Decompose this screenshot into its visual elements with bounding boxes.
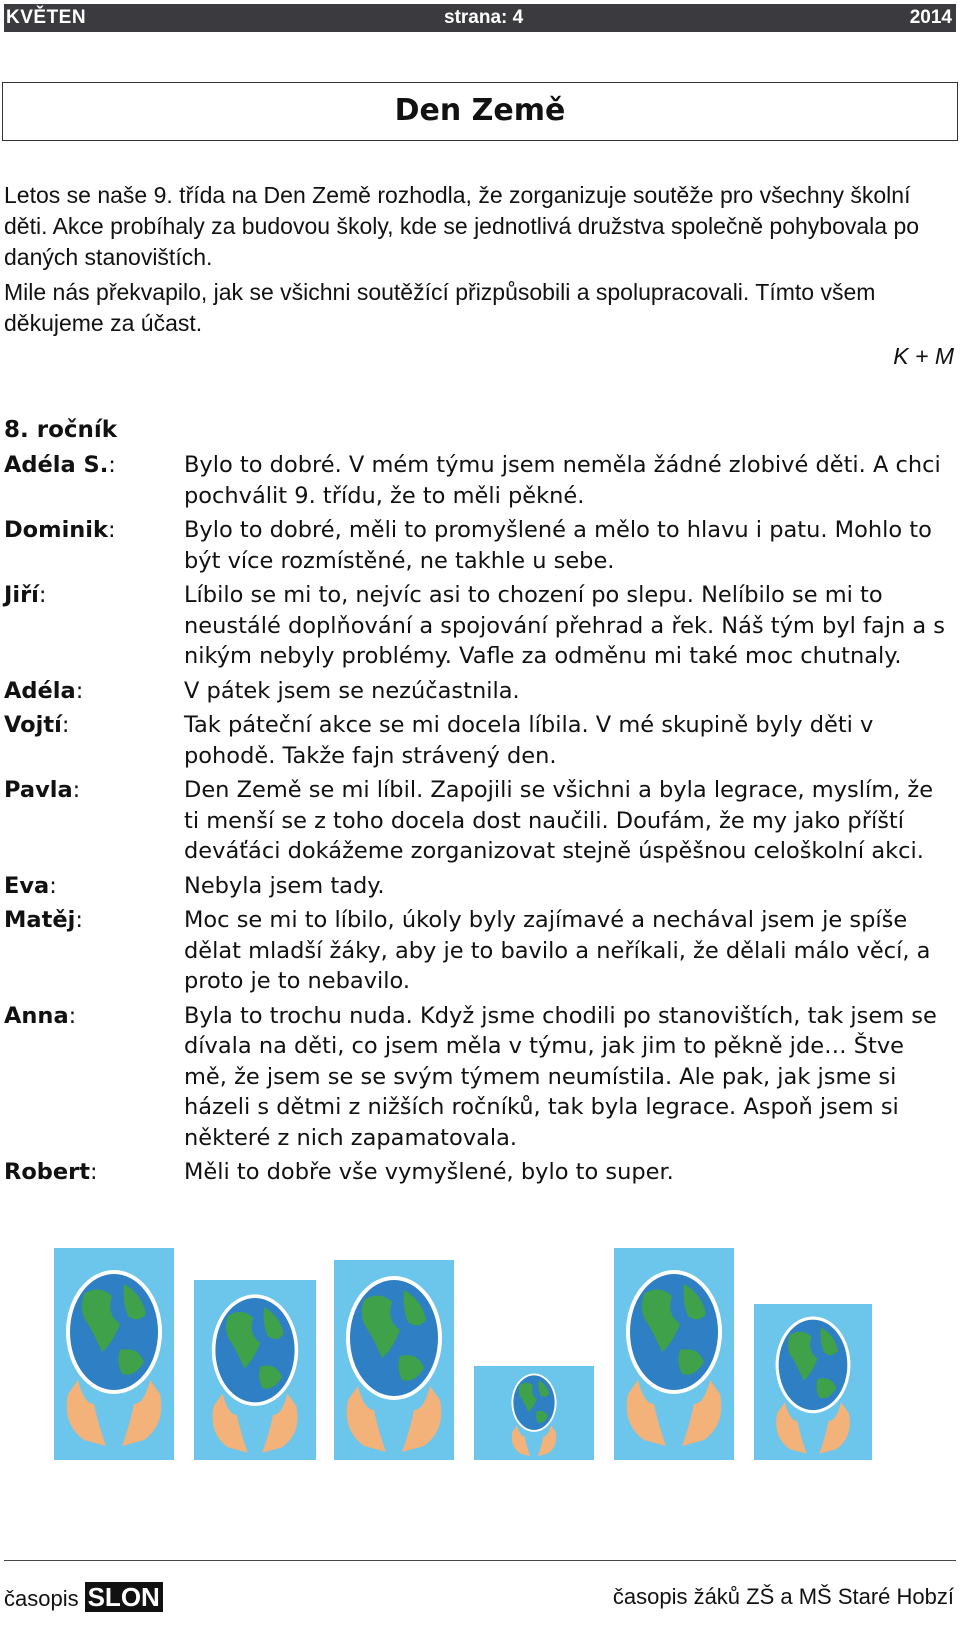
- signature: K + M: [893, 343, 954, 369]
- commenter-name: Anna: [4, 1002, 69, 1029]
- earth-in-hands-image: [614, 1248, 734, 1460]
- earth-in-hands-image: [474, 1366, 594, 1460]
- magazine-logo: SLON: [85, 1582, 163, 1612]
- header-page: strana: 4: [444, 7, 524, 28]
- comment-text: Líbilo se mi to, nejvíc asi to chození po slepu. Nelíbilo se mi to neustálé doplňování a spojování přehrad a řek. Náš tým byl fajn a s nikým nebyly problémy. Vafle za odměnu mi také moc chutnaly.: [184, 582, 946, 669]
- comment-row: Matěj: Moc se mi to líbilo, úkoly byly zajímavé a nechával jsem je spíše dělat mladší žáky, aby je to bavilo a neříkali, že dělali málo věcí, a proto je to nebavilo.: [4, 905, 954, 997]
- comment-row: Anna: Byla to trochu nuda. Když jsme chodili po stanovištích, tak jsem se dívala na děti, co jsem měla v týmu, jak jim to pěkně jde… Štve mě, že jsem se se svým týmem neumístila. Ale pak, jak jsme si házeli s dětmi z nižších ročníků, tak byla legrace. Aspoň jsem si některé z nich zapamatovala.: [4, 1001, 954, 1154]
- intro-text: [4, 180, 954, 339]
- header-month: KVĚTEN: [6, 7, 87, 28]
- comment-text: Bylo to dobré. V mém týmu jsem neměla žádné zlobivé děti. A chci pochválit 9. třídu, že to měli pěkné.: [184, 452, 941, 509]
- article-title: Den Země: [2, 82, 958, 141]
- footer-left: [4, 1582, 163, 1613]
- footer-right: časopis žáků ZŠ a MŠ Staré Hobzí: [612, 1584, 954, 1609]
- comment-row: Adéla: V pátek jsem se nezúčastnila.: [4, 676, 954, 707]
- earth-in-hands-image: [334, 1260, 454, 1460]
- grade-heading: 8. ročník: [4, 417, 118, 443]
- comment-text: Nebyla jsem tady.: [184, 872, 385, 899]
- intro-paragraph: Letos se naše 9. třída na Den Země rozhodla, že zorganizuje soutěže pro všechny školní děti. Akce probíhaly za budovou školy, kde se jednotlivá družstva společně pohybovala po daných stanovištích.: [4, 182, 920, 270]
- earth-in-hands-image: [54, 1248, 174, 1460]
- commenter-name: Adéla S.: [4, 452, 109, 478]
- earth-in-hands-icon: [334, 1260, 454, 1460]
- commenter-name: Robert: [4, 1159, 91, 1185]
- earth-in-hands-image: [754, 1304, 872, 1460]
- commenter-name: Jiří: [4, 582, 39, 608]
- comment-text: V pátek jsem se nezúčastnila.: [184, 677, 520, 704]
- footer-label: časopis: [4, 1586, 79, 1611]
- commenter-name: Matěj: [4, 907, 76, 933]
- earth-in-hands-image: [194, 1280, 316, 1460]
- header-year: 2014: [909, 7, 952, 28]
- comment-text: Byla to trochu nuda. Když jsme chodili po stanovištích, tak jsem se dívala na děti, co jsem měla v týmu, jak jim to pěkně jde… Štve mě, že jsem se se svým týmem neumístila. Ale pak, jak jsme si házeli s dětmi z nižších ročníků, tak byla legrace. Aspoň jsem si některé z nich zapamatovala.: [184, 1002, 937, 1151]
- commenter-name: Vojtí: [4, 712, 62, 738]
- comment-row: Dominik: Bylo to dobré, měli to promyšlené a mělo to hlavu i patu. Mohlo to být více rozmístěné, ne takhle u sebe.: [4, 515, 954, 576]
- comment-row: Vojtí: Tak páteční akce se mi docela líbila. V mé skupině byly děti v pohodě. Takže fajn strávený den.: [4, 710, 954, 771]
- comment-row: Jiří: Líbilo se mi to, nejvíc asi to chození po slepu. Nelíbilo se mi to neustálé doplňování a spojování přehrad a řek. Náš tým byl fajn a s nikým nebyly problémy. Vafle za odměnu mi také moc chutnaly.: [4, 580, 954, 672]
- commenter-name: Pavla: [4, 777, 73, 803]
- commenter-name: Dominik: [4, 517, 108, 543]
- comment-row: Pavla: Den Země se mi líbil. Zapojili se všichni a byla legrace, myslím, že ti menší se z toho docela dost naučili. Doufám, že my jako příští deváťáci dokážeme zorganizovat stejně úspěšnou celoškolní akci.: [4, 775, 954, 867]
- comment-text: Měli to dobře vše vymyšlené, bylo to super.: [184, 1159, 674, 1185]
- earth-in-hands-icon: [474, 1366, 594, 1460]
- header-bar: [4, 4, 956, 32]
- earth-in-hands-icon: [194, 1280, 316, 1460]
- comment-row: Robert: Měli to dobře vše vymyšlené, bylo to super.: [4, 1157, 954, 1188]
- commenter-name: Eva: [4, 872, 50, 899]
- comment-text: Den Země se mi líbil. Zapojili se všichni a byla legrace, myslím, že ti menší se z toho docela dost naučili. Doufám, že my jako příští deváťáci dokážeme zorganizovat stejně úspěšnou celoškolní akci.: [184, 777, 934, 864]
- earth-in-hands-icon: [54, 1248, 174, 1460]
- comments-list: [4, 450, 954, 1192]
- comment-row: Eva: Nebyla jsem tady.: [4, 871, 954, 902]
- comment-row: Adéla S.: Bylo to dobré. V mém týmu jsem neměla žádné zlobivé děti. A chci pochválit 9. třídu, že to měli pěkné.: [4, 450, 954, 511]
- comment-text: Moc se mi to líbilo, úkoly byly zajímavé a nechával jsem je spíše dělat mladší žáky, aby je to bavilo a neříkali, že dělali málo věcí, a proto je to nebavilo.: [184, 907, 931, 994]
- footer-divider: [4, 1560, 956, 1561]
- intro-paragraph: Mile nás překvapilo, jak se všichni soutěžící přizpůsobili a spolupracovali. Tímto všem děkujeme za účast.: [4, 279, 876, 336]
- earth-in-hands-icon: [754, 1304, 872, 1460]
- comment-text: Tak páteční akce se mi docela líbila. V mé skupině byly děti v pohodě. Takže fajn strávený den.: [184, 712, 874, 769]
- earth-in-hands-icon: [614, 1248, 734, 1460]
- comment-text: Bylo to dobré, měli to promyšlené a mělo to hlavu i patu. Mohlo to být více rozmístěné, ne takhle u sebe.: [184, 517, 932, 574]
- earth-illustrations: [0, 1248, 960, 1518]
- commenter-name: Adéla: [4, 677, 76, 704]
